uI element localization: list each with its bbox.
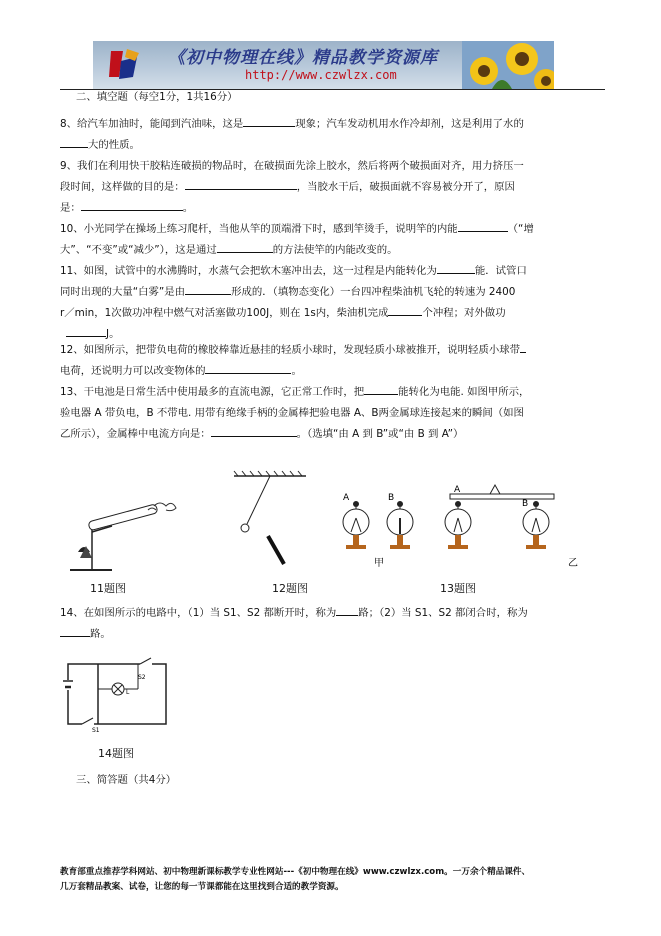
answer-blank[interactable] xyxy=(388,303,422,316)
footer-line-1: 教育部重点推荐学科网站、初中物理新课标教学专业性网站---《初中物理在线》www.czwlzx.com。一万余个精品课件、 xyxy=(60,867,531,877)
figure-12-caption: 12题图 xyxy=(272,582,308,595)
question-11: 11、如图，试管中的水沸腾时，水蒸气会把软木塞冲出去，这一过程是内能转化为 能．试管口 同时出现的大量“白雾”是由 形成的．（填物态变化）一台四冲程柴油机飞轮的转速为 2400 r／min，1次做功冲程中燃气对活塞做功100J，则在 1s内，柴油机完成 个冲程；对外做功 J。 xyxy=(60,261,605,345)
figure-14-circuit xyxy=(62,656,174,732)
answer-blank[interactable] xyxy=(211,424,297,437)
label-B2: B xyxy=(522,499,529,509)
question-12: 12、如图所示，把带负电荷的橡胶棒靠近悬挂的轻质小球时，发现轻质小球被推开，说明轻质小球带 电荷，还说明力可以改变物体的 。 xyxy=(60,340,605,382)
label-jia: 甲 xyxy=(374,558,384,569)
answer-blank[interactable] xyxy=(205,361,291,374)
answer-blank[interactable] xyxy=(185,177,297,190)
answer-blank[interactable] xyxy=(66,324,106,337)
question-13: 13、干电池是日常生活中使用最多的直流电源，它正常工作时，把 能转化为电能. 如图甲所示， 验电器 A 带负电，B 不带电. 用带有绝缘手柄的金属棒把验电器 A、B两金属球连接起来的瞬间（如图 乙所示），金属棒中电流方向是： 。（选填“由 A 到 B”或“由 B 到 A”） xyxy=(60,382,605,445)
question-14: 14、在如图所示的电路中，（1）当 S1、S2 都断开时，称为 路；（2）当 S1、S2 都闭合时，称为 路。 xyxy=(60,603,605,645)
label-A2: A xyxy=(454,485,461,495)
answer-blank[interactable] xyxy=(81,198,183,211)
figure-11-test-tube xyxy=(62,496,182,576)
answer-blank[interactable] xyxy=(60,624,90,637)
label-B: B xyxy=(388,493,395,503)
answer-blank[interactable] xyxy=(336,603,358,616)
figure-11-caption: 11题图 xyxy=(90,582,126,595)
figure-12-pendulum xyxy=(232,470,312,570)
answer-blank[interactable] xyxy=(217,240,273,253)
label-S2: S2 xyxy=(138,674,146,681)
figure-13-caption: 13题图 xyxy=(440,582,476,595)
answer-blank[interactable] xyxy=(185,282,231,295)
question-10: 10、小光同学在操场上练习爬杆，当他从竿的顶端滑下时，感到竿烫手，说明竿的内能 （“增 大”、“不变”或“减少”），这是通过 的方法使竿的内能改变的。 xyxy=(60,219,605,261)
label-L: L xyxy=(126,689,130,696)
label-yi: 乙 xyxy=(568,558,578,569)
banner-title: 《初中物理在线》精品教学资源库 xyxy=(168,48,438,68)
label-S1: S1 xyxy=(92,727,100,732)
answer-blank[interactable] xyxy=(60,135,88,148)
banner-url[interactable]: http://www.czwlzx.com xyxy=(245,68,397,82)
section-heading: 三、简答题（共4分） xyxy=(76,774,177,786)
section-heading: 二、填空题（每空1分，1共16分） xyxy=(76,91,238,103)
site-logo-icon xyxy=(107,47,141,83)
sunflower-icon xyxy=(462,41,554,89)
answer-blank[interactable] xyxy=(243,114,295,127)
answer-blank[interactable] xyxy=(437,261,475,274)
label-A: A xyxy=(343,493,350,503)
answer-blank[interactable] xyxy=(364,382,398,395)
figure-13-electroscopes xyxy=(340,480,590,572)
question-8: 8、给汽车加油时，能闻到汽油味，这是 现象；汽车发动机用水作冷却剂，这是利用了水的 大的性质。 xyxy=(60,114,605,156)
answer-blank[interactable] xyxy=(458,219,508,232)
answer-blank[interactable] xyxy=(520,340,526,353)
figure-14-caption: 14题图 xyxy=(98,747,134,760)
question-9: 9、我们在利用快干胶粘连破损的物品时，在破损面先涂上胶水，然后将两个破损面对齐，用力挤压一 段时间，这样做的目的是： ，当胶水干后，破损面就不容易被分开了，原因 是： 。 xyxy=(60,160,524,214)
header-banner xyxy=(93,41,554,89)
footer-line-2: 几万套精品教案、试卷，让您的每一节课都能在这里找到合适的教学资源。 xyxy=(60,882,344,892)
